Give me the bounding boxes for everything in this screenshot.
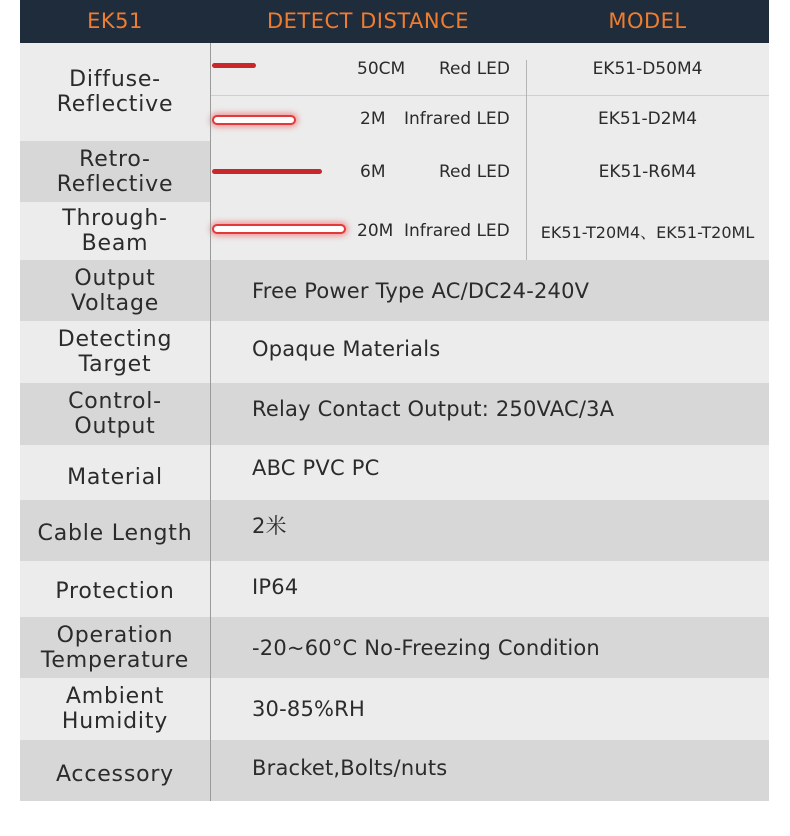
type-label: Through- Beam: [62, 206, 168, 256]
spec-label: Control- Output: [68, 389, 162, 439]
spec-value: ABC PVC PC: [252, 456, 380, 480]
model-value: EK51-R6M4: [598, 161, 697, 182]
spec-label: Detecting Target: [57, 327, 173, 377]
red-beam-bar: [212, 169, 322, 174]
spec-label: Material: [67, 465, 163, 490]
red-beam-bar: [212, 63, 256, 68]
row-material: [20, 445, 769, 500]
spec-value: 2米: [252, 514, 287, 538]
spec-label: Operation Temperature: [40, 622, 190, 673]
row-retro-reflective: [20, 141, 769, 202]
light-source: Red LED: [439, 59, 511, 79]
row-operation-temperature: [20, 617, 769, 678]
infrared-beam-bar: [212, 115, 296, 125]
sub-row-r6: [210, 141, 769, 202]
row-diffuse-reflective: [20, 43, 769, 141]
sub-row-t20: [210, 202, 769, 260]
spec-value: Bracket,Bolts/nuts: [252, 756, 448, 780]
spec-value: 30-85%RH: [252, 697, 365, 721]
model-value: EK51-D50M4: [592, 59, 703, 79]
spec-label: Protection: [55, 578, 175, 604]
model-value: EK51-T20M4、EK51-T20ML: [540, 222, 755, 242]
spec-value: IP64: [252, 575, 299, 599]
sub-row-d50: [210, 43, 769, 95]
header-product: EK51: [87, 9, 143, 33]
row-cable-length: [20, 500, 769, 561]
spec-value: -20~60°C No-Freezing Condition: [252, 635, 600, 660]
light-source: Infrared LED: [404, 221, 510, 241]
spec-value: Free Power Type AC/DC24-240V: [252, 278, 590, 303]
row-accessory: [20, 740, 769, 801]
distance-value: 50CM: [357, 59, 406, 79]
row-control-output: [20, 383, 769, 445]
spec-value: Relay Contact Output: 250VAC/3A: [252, 397, 615, 421]
table-header: [20, 0, 769, 43]
light-source: Infrared LED: [404, 108, 510, 129]
row-through-beam: [20, 202, 769, 260]
row-detecting-target: [20, 321, 769, 383]
label-column-divider: [210, 43, 211, 801]
spec-value: Opaque Materials: [252, 337, 441, 361]
light-source: Red LED: [439, 161, 511, 182]
infrared-beam-bar: [212, 224, 346, 234]
distance-value: 2M: [360, 108, 386, 129]
distance-value: 20M: [357, 221, 394, 241]
spec-label: Output Voltage: [70, 265, 160, 316]
header-model: MODEL: [608, 9, 687, 33]
distance-value: 6M: [360, 161, 386, 182]
spec-label: Accessory: [55, 762, 175, 787]
spec-label: Ambient Humidity: [61, 684, 169, 734]
spec-table: [20, 0, 769, 801]
model-value: EK51-D2M4: [597, 108, 698, 129]
spec-label: Cable Length: [37, 521, 193, 546]
header-detect-distance: DETECT DISTANCE: [266, 9, 470, 33]
model-column-divider: [526, 60, 527, 260]
row-protection: [20, 561, 769, 617]
row-ambient-humidity: [20, 678, 769, 740]
type-label: Retro- Reflective: [56, 146, 174, 197]
sub-row-d2: [210, 96, 769, 141]
type-label: Diffuse- Reflective: [56, 67, 174, 117]
row-output-voltage: [20, 260, 769, 321]
